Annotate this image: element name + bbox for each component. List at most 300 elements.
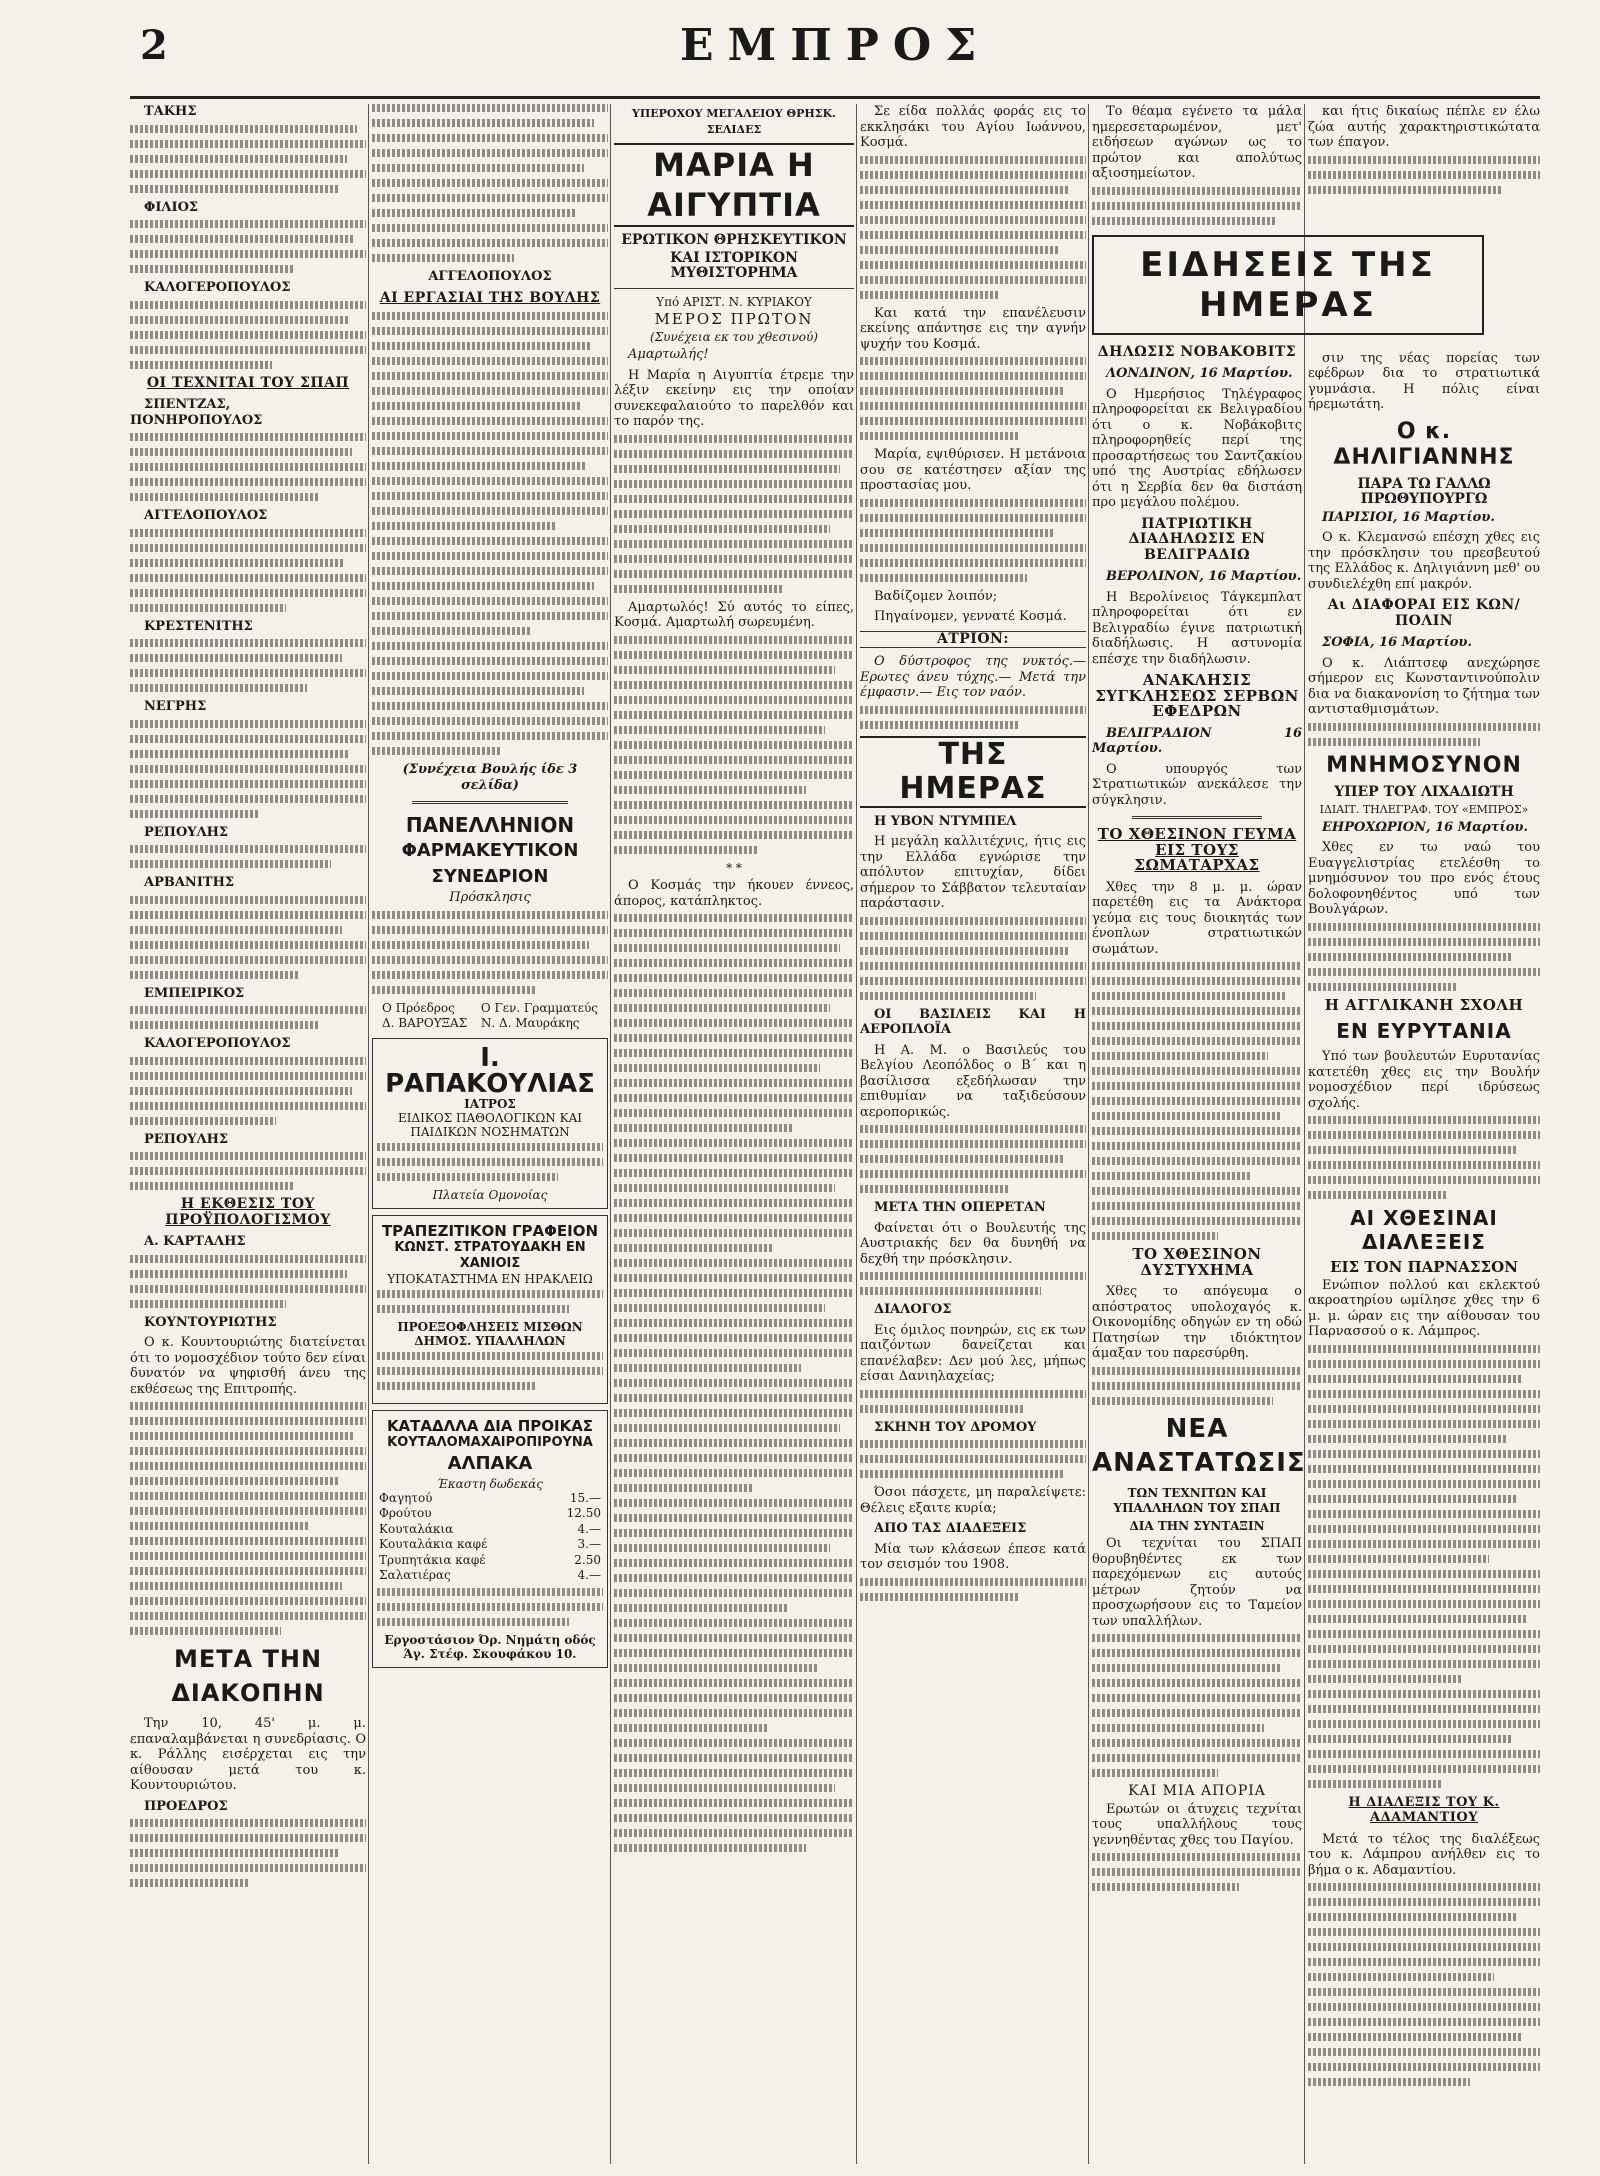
ad-heading: ΦΑΡΜΑΚΕΥΤΙΚΟΝ ΣΥΝΕΔΡΙΟΝ bbox=[401, 840, 579, 887]
text-line bbox=[614, 1649, 854, 1657]
text-line bbox=[614, 726, 825, 734]
text-line bbox=[1092, 962, 1302, 970]
body-text: Ο Ημερήσιος Τηλέγραφος πληροφορείται εκ Βελιγραδίου ότι ο κ. Νοβάκοβιτς πληροφορηθείς περί της προσαρτήσεως του Σαντζακίου υπό της Αυστρίας εδήλωσεν ότι η Σερβία δεν θα διστάση προ μεγάλου πολέμου. bbox=[1092, 386, 1302, 510]
text-line bbox=[614, 1184, 835, 1192]
speaker-name: ΚΟΥΝΤΟΥΡΙΩΤΗΣ bbox=[144, 1314, 277, 1330]
byline: ΑΓΓΕΛΟΠΟΥΛΟΣ bbox=[428, 269, 552, 284]
text-line bbox=[1308, 1780, 1443, 1788]
section-heading: ΝΕΑ ΑΝΑΣΤΑΤΩΣΙΣ bbox=[1092, 1413, 1306, 1478]
body-text: Ο Κοσμάς την ήκουεν έννεος, άπορος, κατάπληκτος. bbox=[614, 878, 854, 909]
text-line bbox=[860, 357, 1086, 365]
text-line bbox=[614, 1199, 854, 1207]
text-line bbox=[1308, 1750, 1540, 1758]
price-row: Κουταλάκια 4.— bbox=[379, 1521, 601, 1536]
text-line bbox=[130, 1402, 366, 1410]
text-line bbox=[372, 387, 608, 395]
text-line bbox=[372, 956, 608, 964]
text-line bbox=[130, 669, 366, 677]
text-line bbox=[614, 651, 854, 659]
text-line bbox=[1092, 1157, 1302, 1165]
text-line bbox=[614, 1349, 854, 1357]
bank-ad bbox=[372, 1215, 608, 1404]
text-line bbox=[860, 171, 1086, 179]
text-line bbox=[614, 1634, 854, 1642]
text-line bbox=[130, 750, 349, 758]
text-line bbox=[1308, 1495, 1517, 1503]
text-line bbox=[372, 342, 591, 350]
text-line bbox=[614, 1139, 854, 1147]
text-line bbox=[1308, 1131, 1540, 1139]
text-line bbox=[614, 989, 854, 997]
text-line bbox=[130, 1834, 366, 1842]
masthead bbox=[0, 0, 1600, 100]
text-line bbox=[614, 959, 854, 967]
text-line bbox=[614, 1499, 854, 1507]
serial-kicker: ΥΠΕΡΟΧΟΥ ΜΕΓΑΛΕΙΟΥ ΘΡΗΣΚ. ΣΕΛΙΔΕΣ bbox=[632, 107, 836, 136]
price-table bbox=[377, 1491, 603, 1584]
text-line bbox=[372, 327, 608, 335]
text-line bbox=[372, 986, 537, 994]
signature-name: Ν. Δ. Μαυράκης bbox=[480, 1016, 580, 1030]
text-line bbox=[1308, 2018, 1540, 2026]
text-line bbox=[614, 1019, 854, 1027]
ad-heading: ΚΩΝΣΤ. ΣΤΡΑΤΟΥΔΑΚΗ ΕΝ ΧΑΝΙΟΙΣ bbox=[394, 1239, 586, 1271]
text-line bbox=[130, 250, 366, 258]
signature-name: Δ. ΒΑΡΟΥΞΑΣ bbox=[382, 1016, 468, 1030]
section-subheading: ΔΙΑ ΤΗΝ ΣΥΝΤΑΞΙΝ bbox=[1129, 1518, 1265, 1533]
text-line bbox=[377, 1603, 603, 1611]
speaker-name: ΠΡΟΕΔΡΟΣ bbox=[144, 1798, 228, 1814]
text-line bbox=[860, 1593, 1018, 1601]
text-line bbox=[860, 432, 1018, 440]
text-line bbox=[614, 1469, 854, 1477]
text-line bbox=[614, 1724, 768, 1732]
section-heading: Ο κ. ΔΗΛΙΓΙΑΝΝΗΣ bbox=[1333, 418, 1515, 470]
text-line bbox=[1308, 723, 1540, 731]
text-line bbox=[614, 1604, 787, 1612]
text-line bbox=[372, 537, 608, 545]
text-line bbox=[130, 1117, 276, 1125]
body-text: Σε είδα πολλάς φοράς εις το εκκλησάκι του Αγίου Ιωάννου, Κοσμά. bbox=[860, 104, 1086, 150]
text-line bbox=[614, 1319, 854, 1327]
text-line bbox=[1308, 1540, 1540, 1548]
text-line bbox=[614, 1394, 854, 1402]
text-line bbox=[130, 1819, 366, 1827]
text-line bbox=[614, 1094, 854, 1102]
text-line bbox=[1092, 992, 1285, 1000]
column-divider bbox=[368, 104, 369, 2164]
dateline: ΕΗΡΟΧΩΡΙΟΝ, 16 Μαρτίου. bbox=[1322, 819, 1528, 835]
text-line bbox=[372, 627, 532, 635]
text-line bbox=[1092, 1883, 1239, 1891]
text-line bbox=[1308, 1525, 1540, 1533]
text-line bbox=[1308, 1690, 1540, 1698]
text-line bbox=[130, 971, 300, 979]
speaker-name: ΚΑΛΟΓΕΡΟΠΟΥΛΟΣ bbox=[144, 280, 291, 295]
dateline: ΣΟΦΙΑ, 16 Μαρτίου. bbox=[1322, 635, 1472, 650]
section-heading: ΟΙ ΤΕΧΝΙΤΑΙ ΤΟΥ ΣΠΑΠ bbox=[146, 374, 350, 391]
price-row: Φρούτου 12.50 bbox=[379, 1506, 601, 1520]
speaker-name: ΦΙΛΙΟΣ bbox=[144, 199, 199, 215]
serial-subtitle: ΚΑΙ ΙΣΤΟΡΙΚΟΝ ΜΥΘΙΣΤΟΡΗΜΑ bbox=[670, 249, 798, 281]
text-line bbox=[377, 1367, 603, 1375]
text-line bbox=[1092, 1739, 1302, 1747]
text-line bbox=[614, 1049, 854, 1057]
text-line bbox=[130, 1006, 366, 1014]
newspaper-title: ΕΜΠΡΟΣ bbox=[680, 20, 991, 71]
text-line bbox=[130, 896, 366, 904]
text-line bbox=[1308, 1191, 1447, 1199]
ad-subheading: Έκαστη δωδεκάς bbox=[437, 1476, 543, 1491]
text-line bbox=[614, 540, 854, 548]
text-line bbox=[614, 1589, 854, 1597]
text-line bbox=[130, 1167, 366, 1175]
serial-title: ΜΑΡΙΑ Η ΑΙΓΥΠΤΙΑ bbox=[614, 143, 854, 227]
text-line bbox=[1308, 1615, 1526, 1623]
text-line bbox=[614, 1004, 830, 1012]
body-text: Το θέαμα εγένετο τα μάλα ημερεσεταρωμένον, μετ' ειδήσεων αγώνων ως το πρώτον και απολύτως αξιοσημείωτον. bbox=[1092, 104, 1302, 181]
text-line bbox=[614, 1754, 854, 1762]
column-parliament bbox=[130, 104, 366, 2164]
text-line bbox=[1308, 1570, 1540, 1578]
text-line bbox=[860, 246, 1059, 254]
text-line bbox=[614, 914, 854, 922]
body-text: Εις όμιλος πονηρών, εις εκ των παιζόντων δανείζεται και επανέλαβεν: Δεν μού λες, μήπως είσαι Δανιηλαχείας; bbox=[860, 1322, 1086, 1384]
text-line bbox=[614, 1829, 854, 1837]
body-text: Ο κ. Λιάπτσεφ ανεχώρησε σήμερον εις Κωνσταντινούπολιν δια να διακανονίση το ζήτημα των αντισταθμισμάτων. bbox=[1308, 655, 1540, 717]
text-line bbox=[1092, 1202, 1302, 1210]
text-line bbox=[130, 845, 366, 853]
ad-subheading: ΠΡΟΕΞΟΦΛΗΣΕΙΣ ΜΙΣΘΩΝ ΔΗΜΟΣ. ΥΠΑΛΛΗΛΩΝ bbox=[397, 1319, 583, 1348]
text-line bbox=[614, 1304, 825, 1312]
column-divider bbox=[610, 104, 611, 2164]
text-line bbox=[130, 529, 366, 537]
text-line bbox=[614, 786, 806, 794]
dialogue-line: Βαδίζομεν λοιπόν; bbox=[874, 588, 998, 604]
text-line bbox=[130, 1597, 366, 1605]
section-heading: Η ΔΙΑΛΕΞΙΣ ΤΟΥ Κ. ΑΔΑΜΑΝΤΙΟΥ bbox=[1348, 1794, 1500, 1825]
text-line bbox=[614, 1544, 830, 1552]
text-line bbox=[1092, 1112, 1281, 1120]
text-line bbox=[130, 155, 347, 163]
body-text: Ο κ. Κουντουριώτης διατείνεται ότι το νομοσχέδιον τούτο δεν είναι δυνατόν να ψηφισθή άνευ της εκθέσεως της Επιτροπής. bbox=[130, 1335, 366, 1397]
dateline: ΒΕΡΟΛΙΝΟΝ, 16 Μαρτίου. bbox=[1106, 569, 1302, 584]
text-line bbox=[372, 687, 584, 695]
text-line bbox=[130, 1057, 366, 1065]
text-line bbox=[614, 1484, 753, 1492]
news-banner: ΕΙΔΗΣΕΙΣ ΤΗΣ ΗΜΕΡΑΣ bbox=[1092, 235, 1484, 335]
body-text: και ήτις δικαίως πέπλε εν έλω ζώα αυτής χαρακτηριστικώτατα των έπαγον. bbox=[1308, 104, 1540, 150]
text-line bbox=[1092, 1172, 1252, 1180]
text-line bbox=[1308, 1360, 1540, 1368]
text-line bbox=[860, 402, 1086, 410]
section-heading: ΜΝΗΜΟΣΥΝΟΝ bbox=[1326, 752, 1522, 778]
text-line bbox=[377, 1305, 569, 1313]
ad-heading: ΤΡΑΠΕΖΙΤΙΚΟΝ ΓΡΑΦΕΙΟΝ bbox=[381, 1221, 599, 1240]
body-text: Την 10, 45' μ. μ. επαναλαμβάνεται η συνεδρίασις. Ο κ. Ράλλης εισέρχεται εις την αίθουσαν μετά του κ. Κουντουριώτου. bbox=[130, 1716, 366, 1793]
section-subheading: ΕΝ ΕΥΡΥΤΑΝΙΑ bbox=[1336, 1019, 1512, 1043]
text-line bbox=[1308, 1161, 1540, 1169]
body-text: Μετά το τέλος της διαλέξεως του κ. Λάμπρου ανήλθεν εις το βήμα ο κ. Αδαμαντίου. bbox=[1308, 1831, 1540, 1878]
text-line bbox=[860, 1140, 1086, 1148]
speaker-name: ΑΡΒΑΝΙΤΗΣ bbox=[144, 875, 235, 890]
text-line bbox=[372, 312, 608, 320]
text-line bbox=[860, 231, 1086, 239]
text-line bbox=[1308, 1630, 1540, 1638]
text-line bbox=[860, 499, 1086, 507]
item-heading: ΜΕΤΑ ΤΗΝ ΟΠΕΡΕΤΑΝ bbox=[874, 1200, 1046, 1215]
column-divider bbox=[856, 104, 857, 2164]
text-line bbox=[1308, 1675, 1461, 1683]
body-text: Χθες εν τω ναώ του Ευαγγελιστρίας ετελέσθη το μνημόσυνον του προ ενός έτους δολοφονηθέντος υπό των Βουλγάρων. bbox=[1308, 840, 1540, 917]
text-line bbox=[130, 220, 366, 228]
text-line bbox=[130, 735, 366, 743]
text-line bbox=[130, 795, 366, 803]
column-daily bbox=[860, 104, 1086, 2164]
section-heading: ΑΝΑΚΛΗΣΙΣ ΣΥΓΚΛΗΣΕΩΣ ΣΕΡΒΩΝ ΕΦΕΔΡΩΝ bbox=[1095, 671, 1299, 720]
text-line bbox=[372, 747, 502, 755]
speaker-name: ΡΕΠΟΥΛΗΣ bbox=[144, 824, 229, 840]
text-line bbox=[372, 239, 608, 247]
text-line bbox=[377, 1173, 558, 1181]
body-text: σιν της νέας πορείας των εφέδρων δια το στρατιωτικά γυμνάσια. Η πόλις είναι ήρεμωτάτη. bbox=[1308, 350, 1540, 412]
item-heading: ΟΙ ΒΑΣΙΛΕΙΣ ΚΑΙ Η ΑΕΡΟΠΛΟΪΑ bbox=[860, 1006, 1086, 1037]
text-line bbox=[860, 291, 1000, 299]
text-line bbox=[860, 387, 1063, 395]
text-line bbox=[1092, 1397, 1273, 1405]
text-line bbox=[1308, 2063, 1540, 2071]
text-line bbox=[130, 463, 366, 471]
speaker-name: ΣΠΕΝΤΖΑΣ, ΠΟΝΗΡΟΠΟΥΛΟΣ bbox=[130, 397, 263, 428]
doctor-ad bbox=[372, 1038, 608, 1209]
column-serial-novel: ΥΠΕΡΟΧΟΥ ΜΕΓΑΛΕΙΟΥ ΘΡΗΣΚ. ΣΕΛΙΔΕΣ ΜΑΡΙΑ Η ΑΙΓΥΠΤΙΑ ΕΡΩΤΙΚΟΝ ΘΡΗΣΚΕΥΤΙΚΟΝ ΚΑΙ ΙΣΤΟΡΙΚΟΝ ΜΥΘΙΣΤΟΡΗΜΑ Υπό ΑΡΙΣΤ. Ν. ΚΥΡΙΑΚΟΥ ΜΕΡΟΣ ΠΡΩΤΟΝ (Συνέχεια εκ του χθεσινού) Αμαρτωλής! Η Μαρία η Αιγυπτία έτρεμε την λέξιν εκείνην εις την οποίαν συνεκεφαλαιούτο το παρελθόν και το παρόν της. Αμαρτωλός! Σύ αυτός το είπες, Κοσμά. Αμαρτωλή σωρευμένη. * * Ο Κοσμάς την ήκουεν έννεος, άπορος, κατάπληκτος. bbox=[614, 104, 854, 2164]
text-line bbox=[1092, 1769, 1218, 1777]
text-line bbox=[130, 1582, 342, 1590]
body-text: Ο υπουργός των Στρατιωτικών ανεκάλεσε την σύγκλησιν. bbox=[1092, 761, 1302, 808]
text-line bbox=[614, 1454, 854, 1462]
section-heading: ΤΟ ΧΘΕΣΙΝΟΝ ΔΥΣΤΥΧΗΜΑ bbox=[1132, 1245, 1262, 1279]
text-line bbox=[1308, 968, 1540, 976]
text-line bbox=[1308, 1958, 1540, 1966]
section-heading: ΑΙ ΕΡΓΑΣΙΑΙ ΤΗΣ ΒΟΥΛΗΣ bbox=[379, 289, 601, 306]
text-line bbox=[614, 711, 854, 719]
text-line bbox=[1308, 2003, 1540, 2011]
text-line bbox=[130, 1849, 338, 1857]
text-line bbox=[614, 465, 840, 473]
ad-subheading: ΙΑΤΡΟΣ bbox=[464, 1096, 516, 1111]
text-line bbox=[130, 1021, 319, 1029]
text-line bbox=[1092, 1664, 1281, 1672]
text-line bbox=[130, 639, 366, 647]
text-line bbox=[1308, 1645, 1540, 1653]
text-line bbox=[372, 447, 608, 455]
text-line bbox=[614, 1424, 840, 1432]
body-text: Ο κ. Κλεμανσώ επέσχη χθες εις την πρόσκλησιν του πρεσβευτού της Ελλάδος κ. Δηλιγιάννη μεθ' ου συνδιελέχθη επί μακρόν. bbox=[1308, 530, 1540, 592]
text-line bbox=[1308, 1116, 1540, 1124]
text-line bbox=[860, 1272, 1086, 1280]
text-line bbox=[614, 525, 830, 533]
text-line bbox=[860, 1440, 1086, 1448]
text-line bbox=[372, 582, 594, 590]
body-text: Η Α. Μ. ο Βασιλεύς του Βελγίου Λεοπόλδος ο Β΄ και η βασίλισσα εξεδήλωσαν την επιθυμίαν να ταξιδεύσουν αεροπορικώς. bbox=[860, 1042, 1086, 1120]
text-line bbox=[614, 555, 854, 563]
text-line bbox=[860, 947, 1068, 955]
text-line bbox=[130, 1087, 352, 1095]
text-line bbox=[1308, 1405, 1540, 1413]
text-line bbox=[614, 1559, 854, 1567]
text-line bbox=[1092, 1187, 1302, 1195]
body-text: Οι τεχνίται του ΣΠΑΠ θορυβηθέντες εκ των παρεχόμενων εις αυτούς μέτρων ζητούν να προσχωρήσουν εις το Ταμείον των υπαλλήλων. bbox=[1092, 1536, 1302, 1629]
text-line bbox=[614, 495, 854, 503]
text-line bbox=[372, 507, 608, 515]
speaker-name: ΑΓΓΕΛΟΠΟΥΛΟΣ bbox=[144, 508, 268, 523]
text-line bbox=[130, 301, 366, 309]
text-line bbox=[130, 574, 366, 582]
text-line bbox=[1308, 171, 1540, 179]
text-line bbox=[614, 1844, 806, 1852]
text-line bbox=[1308, 1510, 1540, 1518]
text-line bbox=[1092, 1082, 1302, 1090]
text-line bbox=[1092, 1127, 1302, 1135]
text-line bbox=[130, 1102, 366, 1110]
serial-continued: (Συνέχεια εκ του χθεσινού) bbox=[650, 329, 818, 344]
ad-heading: ΠΑΝΕΛΛΗΝΙΟΝ bbox=[405, 813, 575, 837]
text-line bbox=[130, 911, 366, 919]
text-line bbox=[614, 1514, 854, 1522]
text-line bbox=[1308, 1600, 1540, 1608]
text-line bbox=[1308, 1390, 1540, 1398]
column-divider bbox=[1304, 104, 1305, 2164]
text-line bbox=[372, 522, 556, 530]
text-line bbox=[1308, 1943, 1540, 1951]
text-line bbox=[130, 331, 366, 339]
text-line bbox=[130, 185, 338, 193]
text-line bbox=[130, 810, 260, 818]
text-line bbox=[1092, 1694, 1302, 1702]
section-heading: ΠΑΤΡΙΩΤΙΚΗ ΔΙΑΔΗΛΩΣΙΣ ΕΝ ΒΕΛΙΓΡΑΔΙΩ bbox=[1128, 515, 1266, 563]
text-line bbox=[860, 417, 1086, 425]
text-line bbox=[614, 1739, 854, 1747]
column-telegrams bbox=[1308, 104, 1540, 2164]
text-line bbox=[860, 574, 1027, 582]
section-heading: Αι ΔΙΑΦΟΡΑΙ ΕΙΣ ΚΩΝ/ΠΟΛΙΝ bbox=[1327, 597, 1521, 629]
text-line bbox=[372, 612, 608, 620]
text-line bbox=[1308, 1660, 1540, 1668]
text-line bbox=[1092, 1022, 1302, 1030]
text-line bbox=[130, 1417, 366, 1425]
ad-heading: ΚΟΥΤΑΛΟΜΑΧΑΙΡΟΠΙΡΟΥΝΑ bbox=[387, 1434, 593, 1450]
text-line bbox=[130, 1507, 366, 1515]
text-line bbox=[860, 962, 1086, 970]
text-line bbox=[614, 756, 854, 764]
text-line bbox=[614, 974, 854, 982]
body-text: Ενώπιον πολλού και εκλεκτού ακροατηρίου ωμίλησε χθες την 6 μ. μ. ώραν εις την αίθουσαν του Παρνασσού ο κ. Λάμπρος. bbox=[1308, 1277, 1540, 1339]
text-line bbox=[130, 544, 366, 552]
section-heading: Η ΑΓΓΛΙΚΑΝΗ ΣΧΟΛΗ bbox=[1324, 995, 1524, 1014]
text-line bbox=[1308, 186, 1503, 194]
text-line bbox=[130, 684, 307, 692]
text-line bbox=[614, 1784, 835, 1792]
text-line bbox=[130, 654, 342, 662]
text-line bbox=[860, 992, 1036, 1000]
body-text: Φαίνεται ότι ο Βουλευτής της Αυστριακής δεν θα δυνηθή να δεχθή την πρόσκλησιν. bbox=[860, 1220, 1086, 1267]
text-line bbox=[130, 125, 357, 133]
serial-subtitle: ΕΡΩΤΙΚΟΝ ΘΡΗΣΚΕΥΤΙΚΟΝ bbox=[621, 232, 847, 248]
text-line bbox=[130, 235, 354, 243]
body-text: Υπό των βουλευτών Ευρυτανίας κατετέθη χθες εις την Βουλήν νομοσχέδιον περί ιδρύσεως σχολής. bbox=[1308, 1049, 1540, 1111]
text-line bbox=[860, 544, 1086, 552]
text-line bbox=[130, 265, 295, 273]
text-line bbox=[860, 977, 1086, 985]
text-line bbox=[1308, 1420, 1540, 1428]
text-line bbox=[130, 1152, 366, 1160]
text-line bbox=[614, 1799, 854, 1807]
item-heading: ΔΙΑΛΟΓΟΣ bbox=[874, 1302, 952, 1317]
text-line bbox=[1092, 1097, 1302, 1105]
ad-address: Εργοστάσιον Όρ. Νημάτη οδός Άγ. Στέφ. Σκουφάκου 10. bbox=[384, 1632, 596, 1661]
text-line bbox=[1308, 2078, 1470, 2086]
text-line bbox=[860, 1287, 1041, 1295]
text-line bbox=[130, 1432, 354, 1440]
text-line bbox=[1308, 938, 1540, 946]
body-text: Όσοι πάσχετε, μη παραλείψετε: Θέλεις εξαιτε κυρία; bbox=[860, 1485, 1086, 1516]
text-line bbox=[614, 1334, 854, 1342]
body-text: Αμαρτωλός! Σύ αυτός το είπες, Κοσμά. Αμαρτωλή σωρευμένη. bbox=[614, 599, 854, 630]
text-line bbox=[130, 1864, 366, 1872]
speaker-name: Α. ΚΑΡΤΑΛΗΣ bbox=[144, 1234, 246, 1249]
text-line bbox=[614, 1259, 854, 1267]
text-line bbox=[372, 702, 608, 710]
text-line bbox=[1092, 1724, 1264, 1732]
text-line bbox=[130, 780, 366, 788]
text-line bbox=[372, 194, 608, 202]
cutlery-ad bbox=[372, 1410, 608, 1668]
text-line bbox=[860, 721, 1018, 729]
text-line bbox=[372, 254, 514, 262]
text-line bbox=[614, 1529, 854, 1537]
text-line bbox=[860, 276, 1086, 284]
text-line bbox=[614, 1214, 854, 1222]
text-line bbox=[1092, 187, 1302, 195]
text-line bbox=[372, 941, 589, 949]
text-line bbox=[860, 201, 1086, 209]
text-line bbox=[614, 831, 854, 839]
text-line bbox=[377, 1382, 535, 1390]
text-line bbox=[614, 1709, 854, 1717]
text-line bbox=[860, 156, 1086, 164]
text-line bbox=[130, 316, 349, 324]
text-line bbox=[1308, 1146, 1517, 1154]
text-line bbox=[372, 104, 608, 112]
column-divider bbox=[1088, 104, 1089, 2164]
body-text: Ο δύστροφος της νυκτός.— Ερωτες άνευ τύχης.— Μετά την έμφασιν.— Εις τον ναόν. bbox=[860, 654, 1086, 700]
text-line bbox=[372, 971, 608, 979]
text-line bbox=[1308, 1465, 1540, 1473]
text-line bbox=[372, 462, 587, 470]
text-line bbox=[372, 672, 608, 680]
text-line bbox=[1308, 1705, 1540, 1713]
body-text: Η Βερολίνειος Τάγκεμπλατ πληροφορείται ότι εν Βελιγραδίω έγινε πατριωτική διαδήλωσις. Η αστυνομία επέσχε την διαδήλωσιν. bbox=[1092, 589, 1302, 667]
text-line bbox=[1308, 1883, 1540, 1891]
text-line bbox=[130, 1492, 366, 1500]
ad-subheading: ΥΠΟΚΑΤΑΣΤΗΜΑ ΕΝ ΗΡΑΚΛΕΙΩ bbox=[387, 1271, 593, 1286]
text-line bbox=[860, 1170, 1086, 1178]
text-line bbox=[130, 1462, 366, 1470]
text-line bbox=[1092, 1142, 1302, 1150]
text-line bbox=[1092, 1754, 1302, 1762]
text-line bbox=[377, 1158, 603, 1166]
text-line bbox=[614, 1679, 854, 1687]
